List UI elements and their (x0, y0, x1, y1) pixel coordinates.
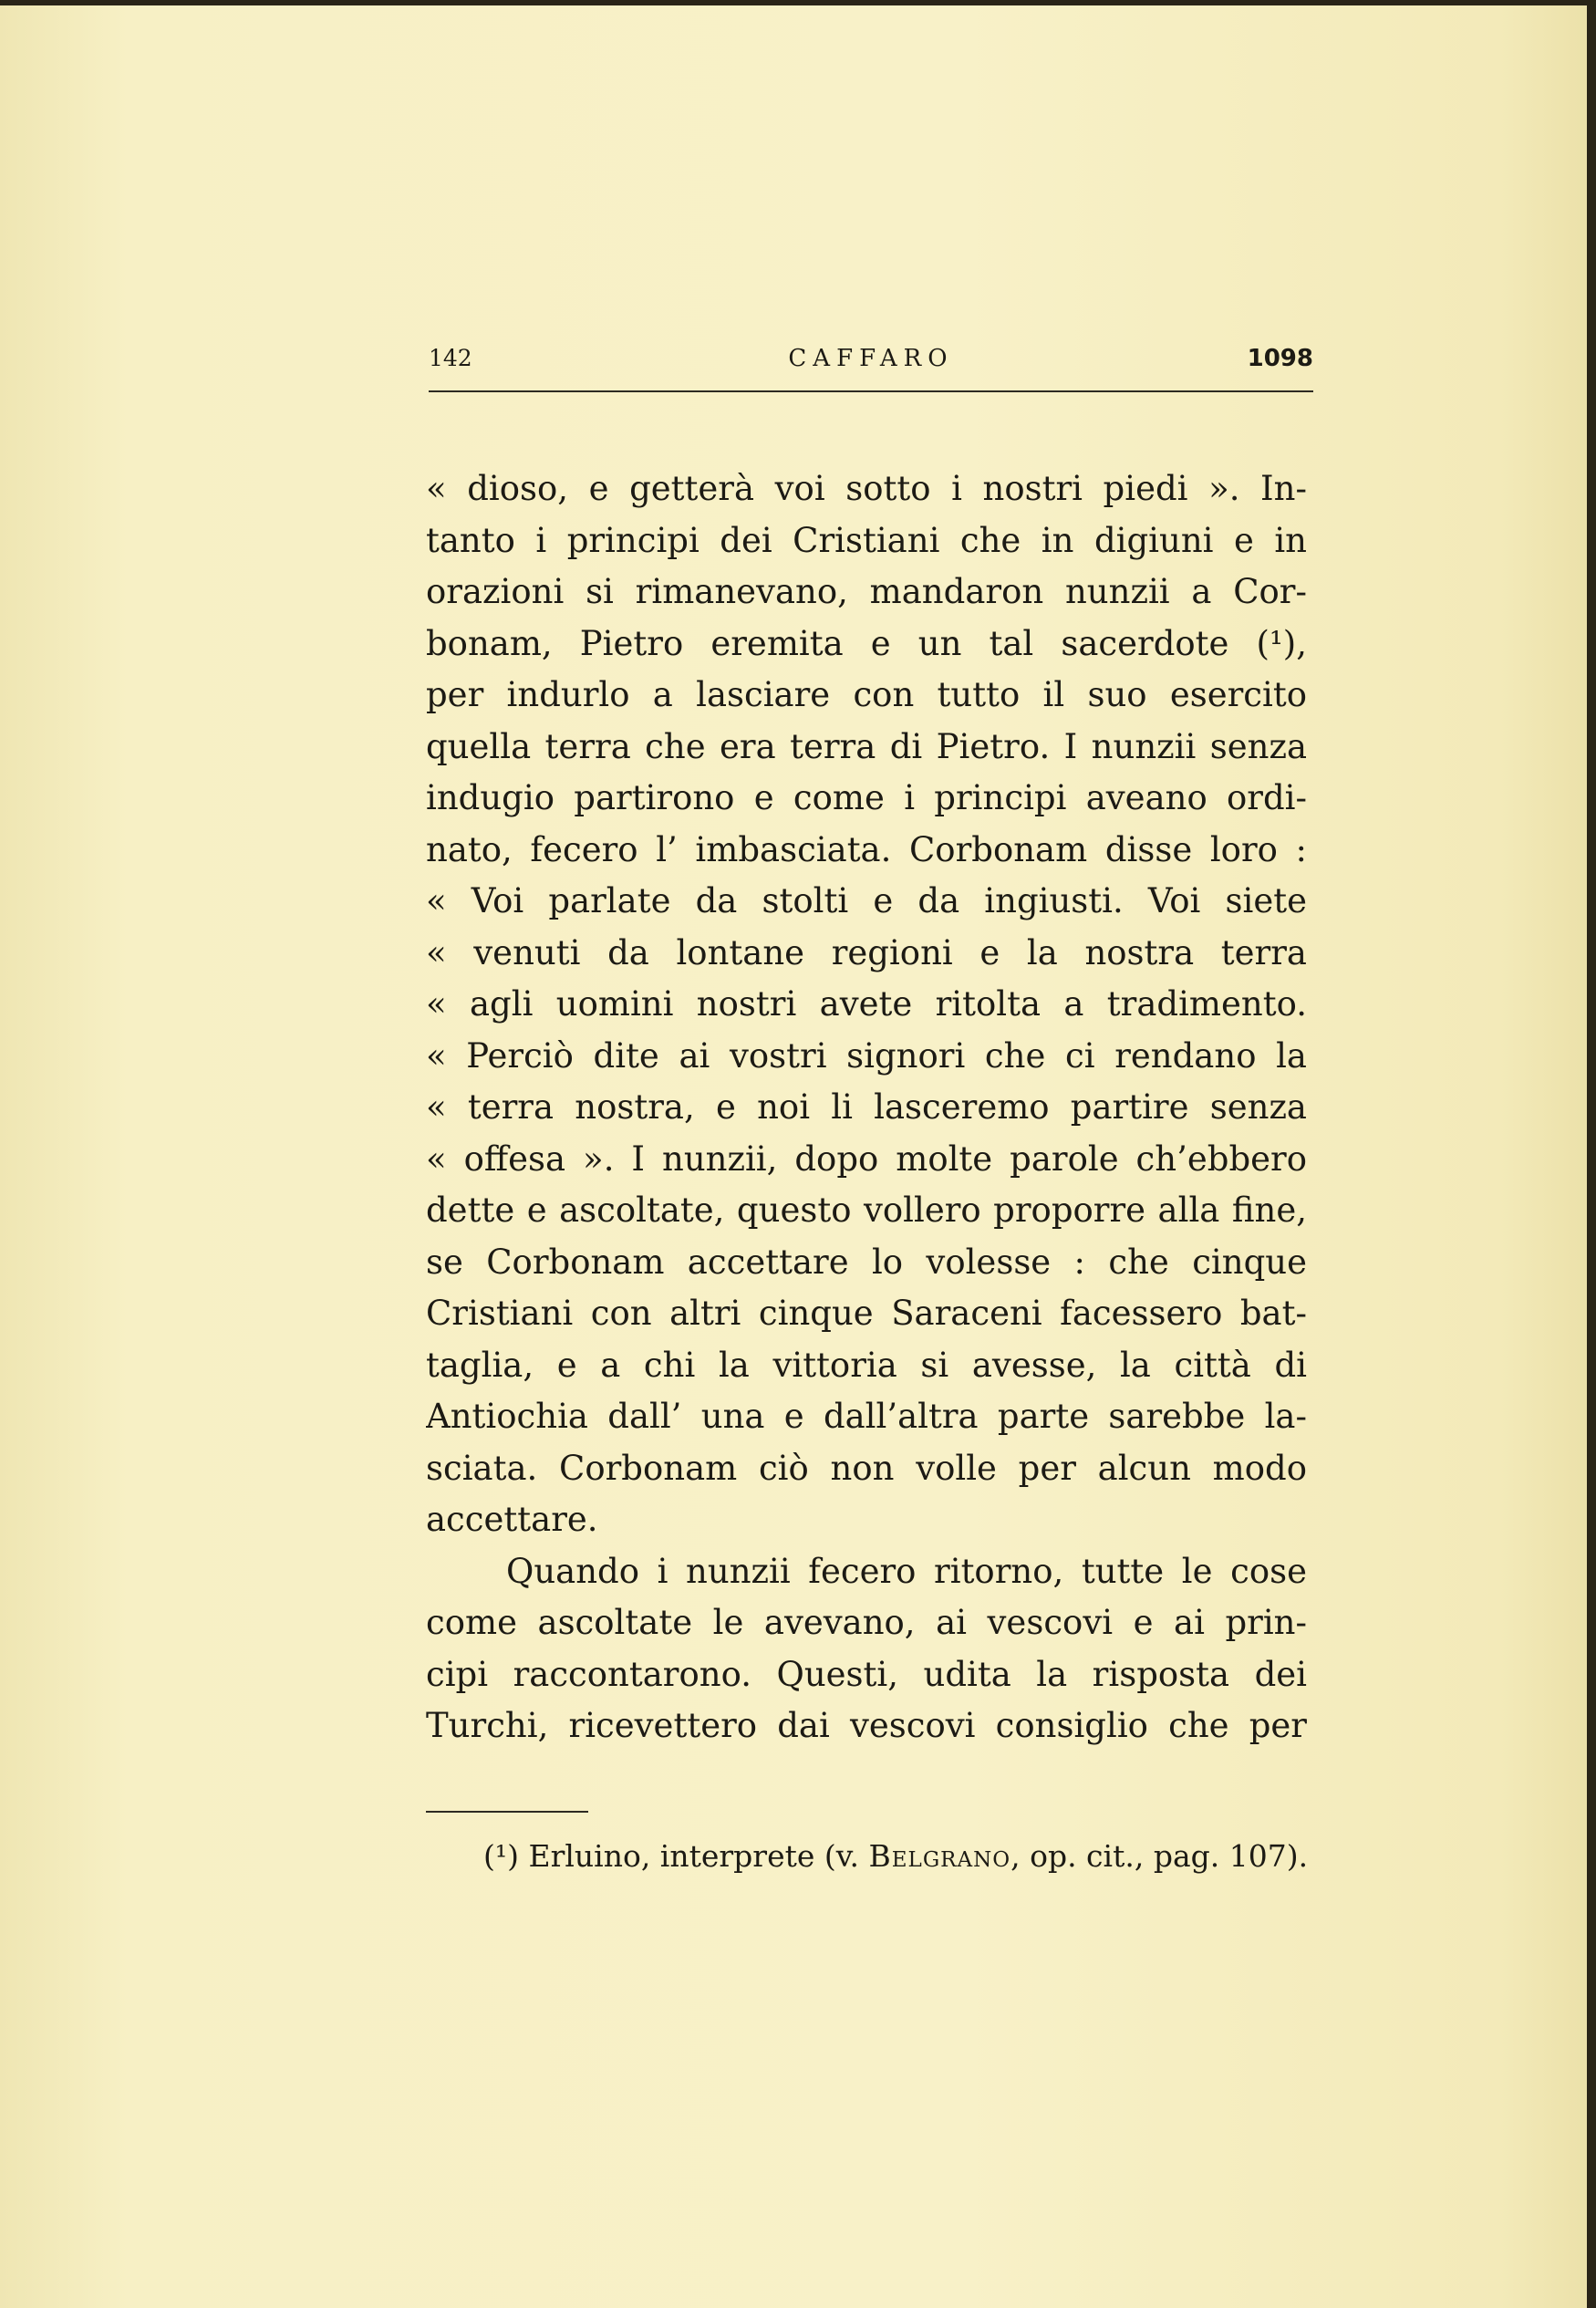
text-line: quella terra che era terra di Pietro. I nunzii senza (426, 726, 1307, 766)
body-text (426, 463, 1307, 1752)
scan-right-edge (1587, 0, 1596, 2308)
text-line: taglia, e a chi la vittoria si avesse, la città di (426, 1345, 1307, 1385)
footnote (483, 1838, 1313, 1874)
text-line: Turchi, ricevettero dai vescovi consiglio che per (426, 1706, 1307, 1745)
text-line: nato, fecero l’ imbasciata. Corbonam disse loro : (426, 829, 1307, 869)
footnote-text: Erluino, interprete (v. (528, 1838, 859, 1874)
footnote-marker: (¹) (483, 1838, 519, 1874)
text-line: orazioni si rimanevano, mandaron nunzii a Cor- (426, 572, 1307, 611)
text-line: Cristiani con altri cinque Saraceni facessero bat- (426, 1294, 1307, 1333)
text-line: bonam, Pietro eremita e un tal sacerdote (¹), (426, 623, 1307, 663)
text-line: « Perciò dite ai vostri signori che ci rendano la (426, 1035, 1307, 1076)
footnote-rule (426, 1811, 588, 1813)
text-line: « agli uomini nostri avete ritolta a tradimento. (426, 984, 1307, 1024)
running-title: CAFFARO (788, 345, 954, 372)
paragraph-start-line: Quando i nunzii fecero ritorno, tutte le cose (506, 1551, 1307, 1591)
page-number: 142 (429, 345, 472, 371)
text-line: tanto i principi dei Cristiani che in digiuni e in (426, 520, 1307, 560)
text-line: Antiochia dall’ una e dall’altra parte sarebbe la- (426, 1397, 1307, 1436)
text-line: cipi raccontarono. Questi, udita la risposta dei (426, 1654, 1307, 1694)
text-line: sciata. Corbonam ciò non volle per alcun modo (426, 1448, 1307, 1488)
text-line: se Corbonam accettare lo volesse : che cinque (426, 1242, 1307, 1282)
footnote-author: Belgrano (868, 1838, 1011, 1874)
paragraph-end-line: accettare. (426, 1500, 598, 1539)
running-header (429, 345, 1313, 390)
text-line: « terra nostra, e noi li lasceremo partire senza (426, 1087, 1307, 1127)
text-line: dette e ascoltate, questo vollero proporre alla fine, (426, 1190, 1307, 1230)
footnote-reference: , op. cit., pag. 107). (1010, 1838, 1309, 1874)
text-line: per indurlo a lasciare con tutto il suo esercito (426, 675, 1307, 714)
text-line: « offesa ». I nunzii, dopo molte parole ch’ebbero (426, 1138, 1307, 1179)
text-line: « Voi parlate da stolti e da ingiusti. Voi siete (426, 881, 1307, 920)
header-year: 1098 (1247, 345, 1313, 372)
text-line: « dioso, e getterà voi sotto i nostri piedi ». In- (426, 469, 1307, 508)
text-line: come ascoltate le avevano, ai vescovi e ai prin- (426, 1603, 1307, 1642)
header-rule (429, 390, 1313, 392)
scan-top-edge (0, 0, 1596, 5)
text-line: « venuti da lontane regioni e la nostra terra (426, 932, 1307, 972)
text-line: indugio partirono e come i principi aveano ordi- (426, 778, 1307, 817)
